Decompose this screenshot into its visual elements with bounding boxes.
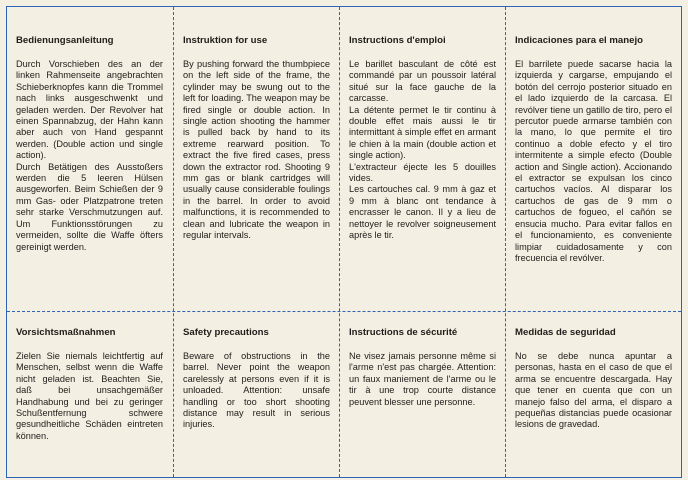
section-heading: Safety precautions [183,327,269,338]
section-heading: Bedienungsanleitung [16,35,114,46]
section-fr-usage [340,35,505,242]
instruction-sheet [6,6,682,478]
section-de-safety [7,327,172,442]
section-body: Ne visez jamais personne même si l'arme n'est pas chargée. Attention: un faux maniement de l'arme ou le tir à une trop courte distance peuvent blesser une personne. [349,351,496,407]
section-body: By pushing forward the thumbpiece on the left side of the frame, the cylinder may be swung out to the left for loading. The weapon may be fired single or double action. In single action shooting the hammer is pulled back by hand to its extreme rearward position. To extract the five fired cases, press down the extractor rod. Shooting 9 mm gas or blank cartridges will usually cause considerable foulings in the barrel. In order to avoid malfunctions, it is recommended to clean and lubricate the weapon in regular intervals. [183,59,330,241]
section-en-usage [174,35,339,242]
section-body: No se debe nunca apuntar a personas, hasta en el caso de que el arma se encuentre descargada. Hay que tener en cuenta que con un manejo falso del arma, el disparo a pequeñas distancias puede ocasionar lesions de gravedad. [515,351,672,430]
section-es-usage [506,35,681,264]
section-es-safety [506,327,681,431]
section-body: Durch Vorschieben des an der linken Rahmenseite angebrachten Schieberknopfes kann die Trommel nach links ausgeschwenkt und geladen werden. Der Revolver hat einen Spannabzug, der Hahn kann aber auch von Hand gespannt werden. (Double action und single action). Durch Betätigen des Ausstoßers werden die 5 leeren Hülsen ausgeworfen. Beim Schießen der 9 mm Gas- oder Platzpatrone treten sehr starke Verschmutzungen auf. Um Funktionsstörungen zu vermeiden, sollte die Waffe öfters gereinigt werden. [16,59,163,252]
section-heading: Indicaciones para el manejo [515,35,643,46]
section-heading: Instructions d'emploi [349,35,446,46]
section-de-usage [7,35,172,253]
row-divider [7,311,681,312]
section-en-safety [174,327,339,431]
section-heading: Instructions de sécurité [349,327,458,338]
section-body: Le barillet basculant de côté est commandé par un poussoir latéral situé sur la face gauche de la carcasse. La détente permet le tir continu à double effet mais aussi le tir intermittant à simple effet en armant le chien à la main (double action et single action). L'extracteur éjecte les 5 douilles vides. Les cartouches cal. 9 mm à gaz et 9 mm à blanc ont tendance à encrasser le canon. Il y a lieu de nettoyer le revolver soigneusement après le tir. [349,59,496,241]
section-heading: Medidas de seguridad [515,327,616,338]
section-body: El barrilete puede sacarse hacia la izquierda y cargarse, empujando el botón del cerrojo posterior situado en el lado izquierdo de la carcasa. El revólver tiene un gatillo de tiro, pero el percutor puede armarse también con la mano, lo que permite el tiro continuo a doble efecto y el tiro intermitente a simple efecto (Double action and Single action). Accionando el extractor se expulsan los cinco cartuchos vacíos. Al disparar los cartuchos de gas de 9 mm o cartuchos de fogueo, el cañón se ensucia mucho. Para evitar fallos en el funcionamiento, es conveniente limpiar cuidadosamente y con frecuencia el revólver. [515,59,672,263]
section-heading: Vorsichtsmaßnahmen [16,327,116,338]
section-body: Beware of obstructions in the barrel. Never point the weapon carelessly at persons even if it is unloaded. Attention: unsafe handling or too short shooting distance may result in serious injuries. [183,351,330,430]
section-heading: Instruktion for use [183,35,268,46]
section-fr-safety [340,327,505,408]
section-body: Zielen Sie niemals leichtfertig auf Menschen, selbst wenn die Waffe nicht geladen ist. Beachten Sie, daß bei unsachgemäßer Handhabung und bei zu geringer Schußentfernung schwere gesundheitliche Schäden eintreten können. [16,351,163,441]
